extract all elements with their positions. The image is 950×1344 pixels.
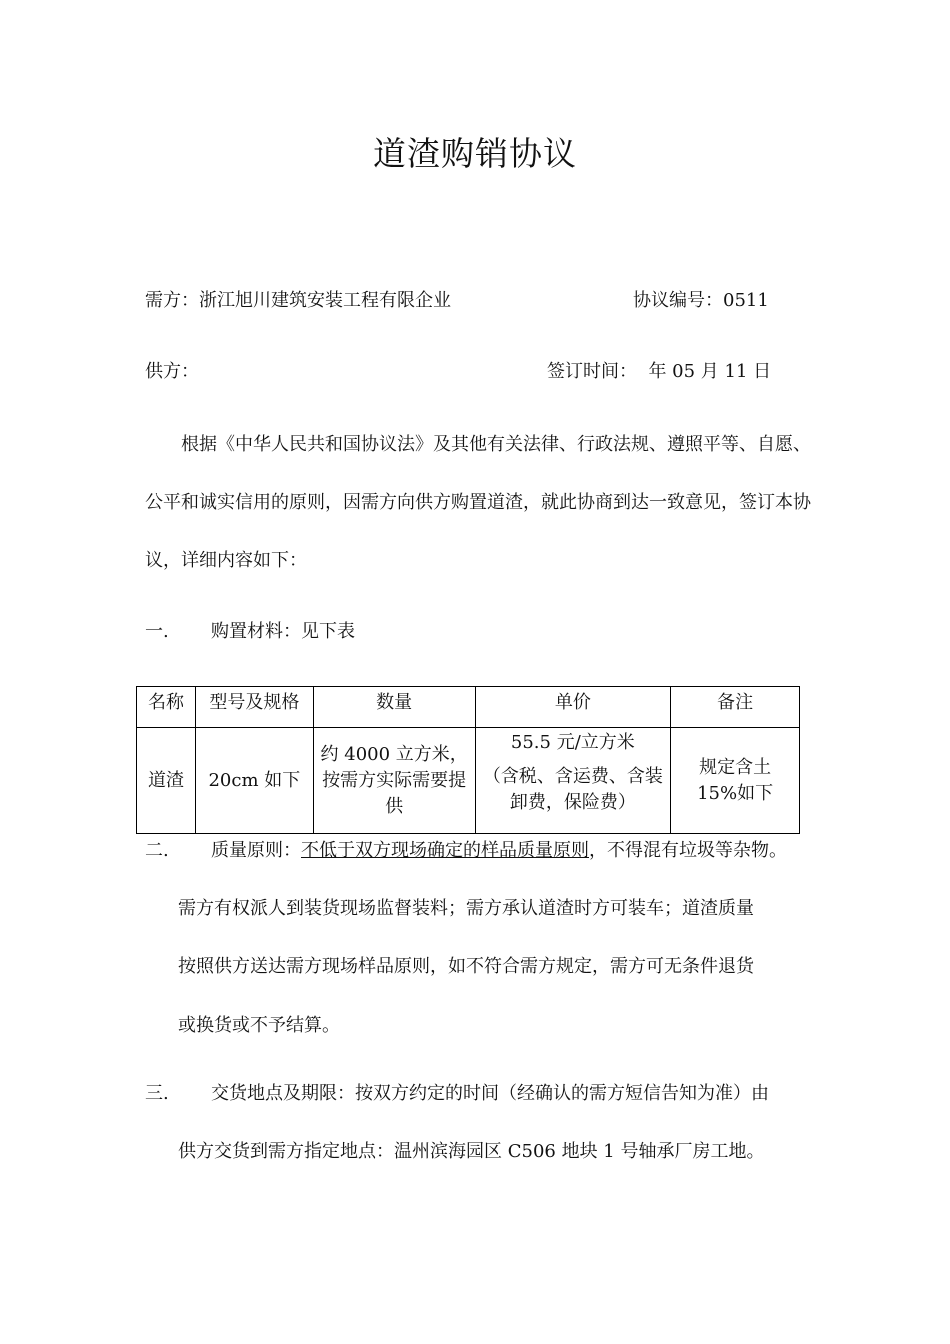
section-3-number: 三. xyxy=(145,1083,169,1104)
section-1 xyxy=(145,620,355,644)
cell-name: 道渣 xyxy=(137,728,196,834)
section-3 xyxy=(145,1082,769,1106)
price-main: 55.5 元/立方米 xyxy=(510,732,635,753)
section-2-number: 二. xyxy=(145,840,169,861)
sign-date: 签订时间： 年 05 月 11 日 xyxy=(547,361,772,382)
section-2-label: 质量原则： xyxy=(211,840,301,861)
section-3-line-2: 供方交货到需方指定地点：温州滨海园区 C506 地块 1 号轴承厂房工地。 xyxy=(178,1141,765,1162)
section-3-line-1: 交货地点及期限：按双方约定的时间（经确认的需方短信告知为准）由 xyxy=(211,1083,769,1104)
section-2-line-2: 需方有权派人到装货现场监督装料；需方承认道渣时方可装车；道渣质量 xyxy=(178,898,754,919)
column-header-name: 名称 xyxy=(137,687,196,728)
column-header-quantity: 数量 xyxy=(313,687,475,728)
section-2-rest: ，不得混有垃圾等杂物。 xyxy=(589,840,787,861)
section-2-line-4: 或换货或不予结算。 xyxy=(178,1015,340,1036)
materials-table xyxy=(136,686,800,834)
table-row xyxy=(137,728,800,834)
section-2-line-3: 按照供方送达需方现场样品原则，如不符合需方规定，需方可无条件退货 xyxy=(178,956,754,977)
column-header-remark: 备注 xyxy=(671,687,800,728)
intro-paragraph: 根据《中华人民共和国协议法》及其他有关法律、行政法规、遵照平等、自愿、公平和诚实信用的原则，因需方向供方购置道渣，就此协商到达一致意见，签订本协议，详细内容如下： xyxy=(145,434,811,571)
column-header-spec: 型号及规格 xyxy=(195,687,313,728)
column-header-price: 单价 xyxy=(475,687,671,728)
supplier-line: 供方： xyxy=(145,361,199,382)
section-2-underlined: 不低于双方现场确定的样品质量原则 xyxy=(301,840,589,861)
contract-number: 协议编号：0511 xyxy=(633,290,769,311)
document-title: 道渣购销协议 xyxy=(373,134,577,173)
section-1-text: 购置材料：见下表 xyxy=(211,621,355,642)
price-note: （含税、含运费、含装卸费，保险费） xyxy=(482,766,663,813)
table-header-row xyxy=(137,687,800,728)
buyer-line: 需方：浙江旭川建筑安装工程有限企业 xyxy=(145,290,451,311)
cell-spec: 20cm 如下 xyxy=(195,728,313,834)
cell-quantity: 约 4000 立方米，按需方实际需要提供 xyxy=(313,728,475,834)
cell-price xyxy=(475,728,671,834)
cell-remark: 规定含土 15%如下 xyxy=(671,728,800,834)
section-2 xyxy=(145,839,787,863)
section-1-number: 一. xyxy=(145,621,169,642)
